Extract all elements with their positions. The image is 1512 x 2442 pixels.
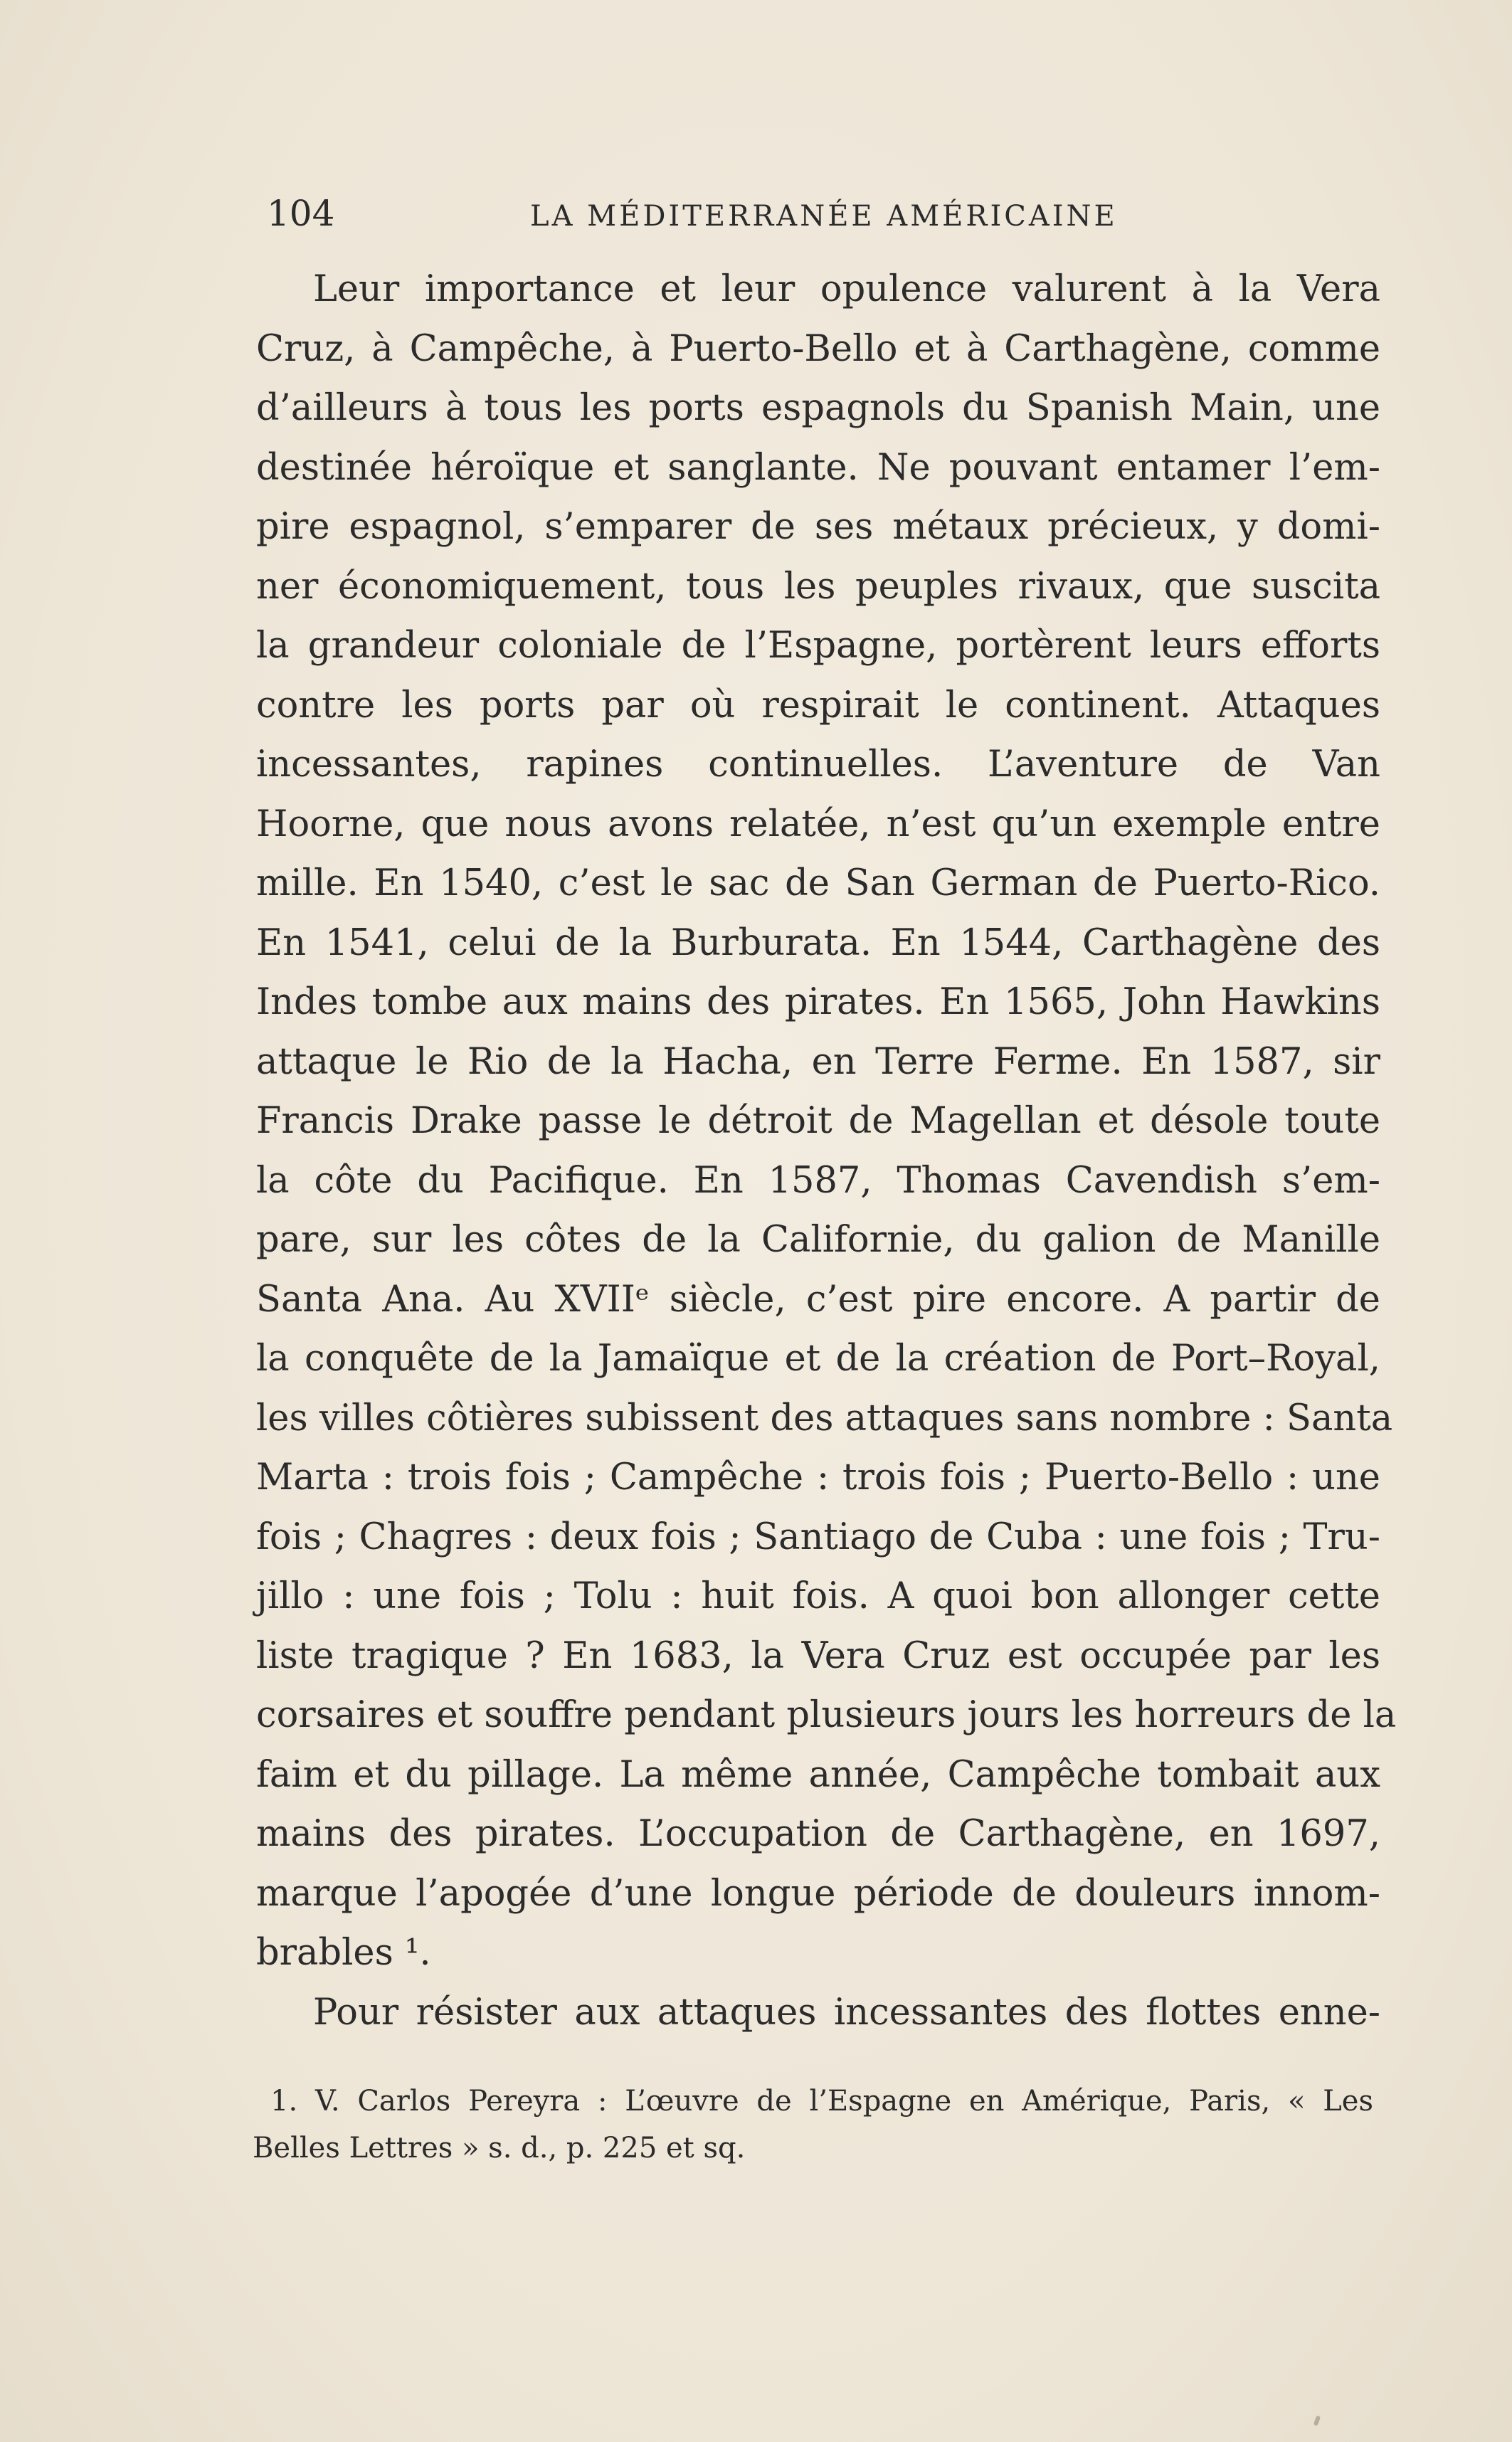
body-line: marque l’apogée d’une longue période de douleurs innom- — [256, 1872, 1380, 1915]
body-line: ner économiquement, tous les peuples rivaux, que suscita — [256, 565, 1380, 608]
body-line: attaque le Rio de la Hacha, en Terre Ferme. En 1587, sir — [256, 1040, 1380, 1083]
page-header — [267, 189, 1370, 238]
body-line: Pour résister aux attaques incessantes des flottes enne- — [313, 1991, 1380, 2034]
body-line: Francis Drake passe le détroit de Magellan et désole toute — [256, 1100, 1380, 1142]
paper-speck — [1313, 2415, 1321, 2426]
footnote-line: 1. V. Carlos Pereyra : L’œuvre de l’Espagne en Amérique, Paris, « Les — [270, 2085, 1373, 2118]
body-line: Hoorne, que nous avons relatée, n’est qu’un exemple entre — [256, 803, 1380, 845]
body-line: destinée héroïque et sanglante. Ne pouvant entamer l’em- — [256, 446, 1380, 489]
body-line: la conquête de la Jamaïque et de la création de Port–Royal, — [256, 1338, 1380, 1380]
running-title: LA MÉDITERRANÉE AMÉRICAINE — [530, 200, 1118, 233]
body-line: Indes tombe aux mains des pirates. En 1565, John Hawkins — [256, 981, 1380, 1023]
body-line: Marta : trois fois ; Campêche : trois fois ; Puerto-Bello : une — [256, 1457, 1380, 1498]
body-line: liste tragique ? En 1683, la Vera Cruz est occupée par les — [256, 1634, 1380, 1677]
body-line: faim et du pillage. La même année, Campêche tombait aux — [256, 1753, 1380, 1796]
body-line: Santa Ana. Au XVIIᵉ siècle, c’est pire encore. A partir de — [256, 1278, 1380, 1321]
body-line: pare, sur les côtes de la Californie, du galion de Manille — [256, 1219, 1380, 1261]
body-line: corsaires et souffre pendant plusieurs jours les horreurs de la — [256, 1694, 1397, 1736]
footnote-line: Belles Lettres » s. d., p. 225 et sq. — [253, 2132, 746, 2164]
body-line: Leur importance et leur opulence valurent à la Vera — [313, 268, 1380, 310]
body-line: incessantes, rapines continuelles. L’aventure de Van — [256, 744, 1380, 786]
body-line: les villes côtières subissent des attaques sans nombre : Santa — [256, 1397, 1393, 1439]
body-line: Cruz, à Campêche, à Puerto-Bello et à Carthagène, comme — [256, 327, 1380, 370]
body-line: mille. En 1540, c’est le sac de San German de Puerto-Rico. — [256, 862, 1380, 904]
body-line: fois ; Chagres : deux fois ; Santiago de Cuba : une fois ; Tru- — [256, 1516, 1380, 1558]
body-line: En 1541, celui de la Burburata. En 1544, Carthagène des — [256, 921, 1380, 964]
body-line: brables ¹. — [256, 1932, 431, 1974]
footnotes — [253, 2078, 1373, 2172]
body-line: la côte du Pacifique. En 1587, Thomas Cavendish s’em- — [256, 1159, 1380, 1202]
body-line: contre les ports par où respirait le continent. Attaques — [256, 684, 1380, 726]
body-text — [256, 260, 1397, 2042]
body-line: mains des pirates. L’occupation de Carthagène, en 1697, — [256, 1813, 1380, 1855]
body-line: la grandeur coloniale de l’Espagne, portèrent leurs efforts — [256, 625, 1380, 667]
body-line: pire espagnol, s’emparer de ses métaux précieux, y domi- — [256, 506, 1380, 548]
body-line: d’ailleurs à tous les ports espagnols du Spanish Main, une — [256, 387, 1380, 429]
body-line: jillo : une fois ; Tolu : huit fois. A quoi bon allonger cette — [256, 1575, 1380, 1617]
page-number: 104 — [267, 193, 335, 234]
